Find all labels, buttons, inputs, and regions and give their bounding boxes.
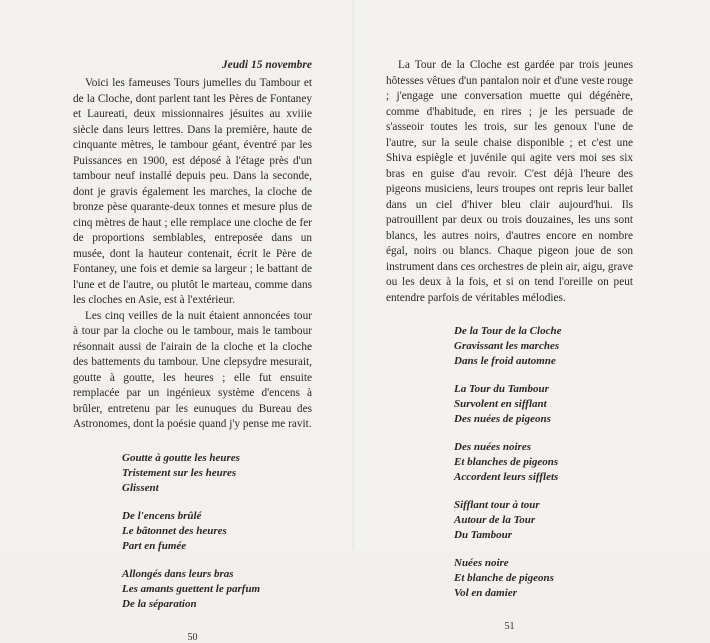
poem-line: De la Tour de la Cloche [454,325,562,337]
date-heading: Jeudi 15 novembre [221,59,312,71]
poem-line: Glissent [122,481,159,494]
poem-line: Goutte à goutte les heures [122,451,240,464]
left-poem [73,451,312,612]
poem-line: Et blanches de pigeons [454,456,559,468]
poem-line: Autour de la Tour [454,514,536,526]
left-prose [73,76,312,433]
poem-line: Nuées noire [454,557,509,569]
poem-line: Des nuées noires [454,441,532,453]
poem-line: Accordent leurs sifflets [454,471,559,483]
right-poem [386,324,633,601]
poem-stanza [122,509,312,554]
poem-line: Les amants guettent le parfum [122,582,261,595]
poem-stanza [454,440,633,485]
poem-line: Et blanche de pigeons [454,572,554,584]
poem-stanza [454,382,633,427]
poem-stanza [454,556,633,601]
paragraph: La Tour de la Cloche est gardée par trois jeunes hôtesses vêtues d'un pantalon noir et d'une veste rouge ; j'engage une conversation muette qui dégénère, comme d'habitude, en rires ; je les persuade de s'asseoir toutes les trois, sur les genoux l'une de l'autre, sur la seule chaise disponible ; et c'est une Shiva espiègle et juvénile qui agite vers moi ses six bras en guise d'au revoir. C'est déjà l'heure des pigeons musiciens, leurs troupes ont repris leur ballet dans un ciel d'hiver bleu clair aujourd'hui. Ils patrouillent par deux ou trois douzaines, les uns sont blancs, les autres noirs, d'autres encore en nombre égal, noirs ou blancs. Chaque pigeon joue de son instrument dans ces orchestres de plein air, aigu, grave ou les deux à la fois, et si on tend l'oreille on peut entendre parfois de véritables mélodies. [386,59,633,304]
poem-line: Vol en damier [454,587,517,599]
poem-line: Des nuées de pigeons [454,413,551,425]
poem-line: Survolent en sifflant [454,398,547,410]
poem-line: Gravissant les marches [454,340,560,352]
poem-line: Sifflant tour à tour [454,499,540,511]
poem-stanza [122,451,312,496]
poem-line: Du Tambour [454,529,512,541]
poem-line: Dans le froid automne [454,355,556,367]
left-column [73,58,312,643]
page-number: 50 [187,631,198,643]
right-page [355,0,710,632]
page-number: 51 [504,621,515,632]
poem-line: De la séparation [122,597,197,610]
paragraph: Voici les fameuses Tours jumelles du Tambour et de la Cloche, dont parlent tant les Pères de Fontaney et Laureati, deux missionnaires jésuites au xviiie siècle dans leurs lettres. Dans la première, haute de cinquante mètres, le tambour géant, éventré par les Puissances en 1900, est déposé à l'étage près d'un tambour neuf installé depuis peu. Dans la seconde, dont je gravis également les marches, la cloche de bronze pèse quarante-deux tonnes et mesure plus de cinq mètres de haut ; elle remplace une cloche de fer de proportions semblables, entreposée dans un musée, dont la hauteur contenait, écrit le Père de Fontaney, une fois et demie sa largeur ; le battant de l'une et de l'autre, ou plutôt le marteau, comme dans les cloches en Asie, est à l'extérieur. [73,77,312,306]
poem-line: Part en fumée [122,539,187,552]
poem-stanza [454,498,633,543]
poem-stanza [454,324,633,369]
poem-line: Tristement sur les heures [122,466,237,479]
right-column [386,58,633,632]
right-prose [386,58,633,306]
paragraph: Les cinq veilles de la nuit étaient annoncées tour à tour par la cloche ou le tambour, mais le tambour résonnait aussi de l'airain de la cloche et la cloche des battements du tambour. Une clepsydre mesurait, goutte à goutte, les heures ; elle fut ensuite remplacée par un ingénieux système d'encens à brûler, entretenu par les eunuques du Bureau des Astronomes, dont la poésie quand j'y pense me ravit. [73,309,312,430]
poem-line: De l'encens brûlé [122,509,202,522]
poem-stanza [122,567,312,612]
poem-line: La Tour du Tambour [454,383,549,395]
poem-line: Le bâtonnet des heures [122,524,227,537]
poem-line: Allongés dans leurs bras [122,567,234,580]
